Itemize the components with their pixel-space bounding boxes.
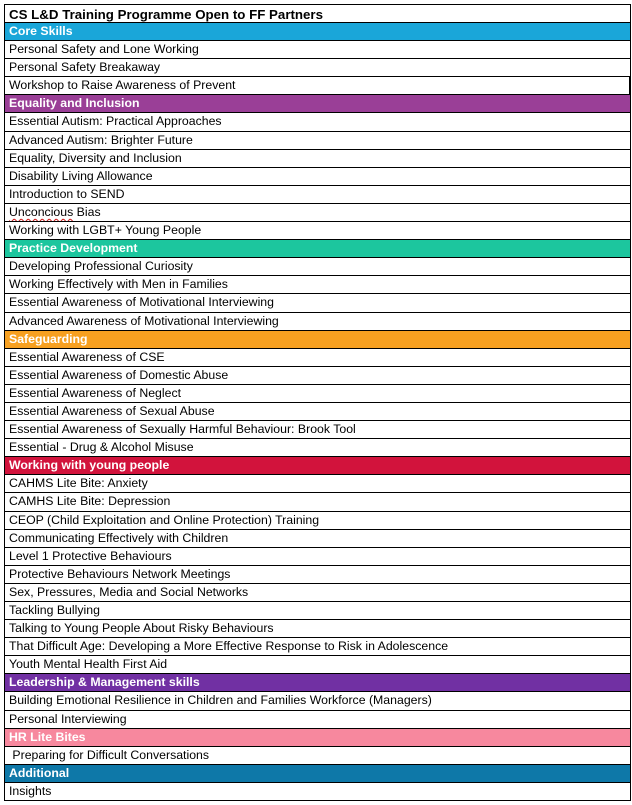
table-row: CAHMS Lite Bite: Anxiety [5, 475, 630, 493]
table-body [5, 23, 630, 801]
section-header-safeguarding: Safeguarding [5, 331, 630, 349]
section-header-leadership-management-skills: Leadership & Management skills [5, 674, 630, 692]
table-row: Essential Awareness of Domestic Abuse [5, 367, 630, 385]
table-row: Essential Awareness of Sexual Abuse [5, 403, 630, 421]
table-title: CS L&D Training Programme Open to FF Partners [5, 4, 630, 23]
table-row: Youth Mental Health First Aid [5, 656, 630, 674]
section-header-working-with-young-people: Working with young people [5, 457, 630, 475]
table-row: Personal Safety Breakaway [5, 59, 630, 77]
table-row: Preparing for Difficult Conversations [5, 747, 630, 765]
table-row: Personal Safety and Lone Working [5, 41, 630, 59]
table-row: Introduction to SEND [5, 186, 630, 204]
table-row: Essential Awareness of Neglect [5, 385, 630, 403]
table-row: Essential Awareness of CSE [5, 349, 630, 367]
table-row: Essential Awareness of Motivational Interviewing [5, 294, 630, 312]
table-row: Workshop to Raise Awareness of Prevent [5, 77, 630, 95]
table-row: Protective Behaviours Network Meetings [5, 566, 630, 584]
table-row: Developing Professional Curiosity [5, 258, 630, 276]
table-row: Personal Interviewing [5, 711, 630, 729]
section-header-equality-and-inclusion: Equality and Inclusion [5, 95, 630, 113]
training-programme-table [4, 4, 631, 801]
table-row: Disability Living Allowance [5, 168, 630, 186]
section-header-core-skills: Core Skills [5, 23, 630, 41]
section-header-hr-lite-bites: HR Lite Bites [5, 729, 630, 747]
table-row: Essential Autism: Practical Approaches [5, 113, 630, 131]
table-row: CAMHS Lite Bite: Depression [5, 493, 630, 511]
table-row: Equality, Diversity and Inclusion [5, 150, 630, 168]
table-row: CEOP (Child Exploitation and Online Protection) Training [5, 512, 630, 530]
table-row: Advanced Awareness of Motivational Interviewing [5, 313, 630, 331]
table-row: Working Effectively with Men in Families [5, 276, 630, 294]
table-row: Talking to Young People About Risky Behaviours [5, 620, 630, 638]
section-header-practice-development: Practice Development [5, 240, 630, 258]
table-row: Building Emotional Resilience in Children and Families Workforce (Managers) [5, 692, 630, 710]
table-row: Advanced Autism: Brighter Future [5, 132, 630, 150]
table-row: Essential Awareness of Sexually Harmful Behaviour: Brook Tool [5, 421, 630, 439]
table-row: Tackling Bullying [5, 602, 630, 620]
table-row: Essential - Drug & Alcohol Misuse [5, 439, 630, 457]
section-header-additional: Additional [5, 765, 630, 783]
table-row: Working with LGBT+ Young People [5, 222, 630, 240]
table-row: Insights [5, 783, 630, 801]
table-row: Level 1 Protective Behaviours [5, 548, 630, 566]
table-row: Unconcious Bias [5, 204, 630, 222]
table-row: Sex, Pressures, Media and Social Networks [5, 584, 630, 602]
table-row: Communicating Effectively with Children [5, 530, 630, 548]
cell-border-overflow [629, 76, 630, 94]
table-row: That Difficult Age: Developing a More Effective Response to Risk in Adolescence [5, 638, 630, 656]
spellcheck-flagged-word: Unconcious [9, 204, 74, 219]
